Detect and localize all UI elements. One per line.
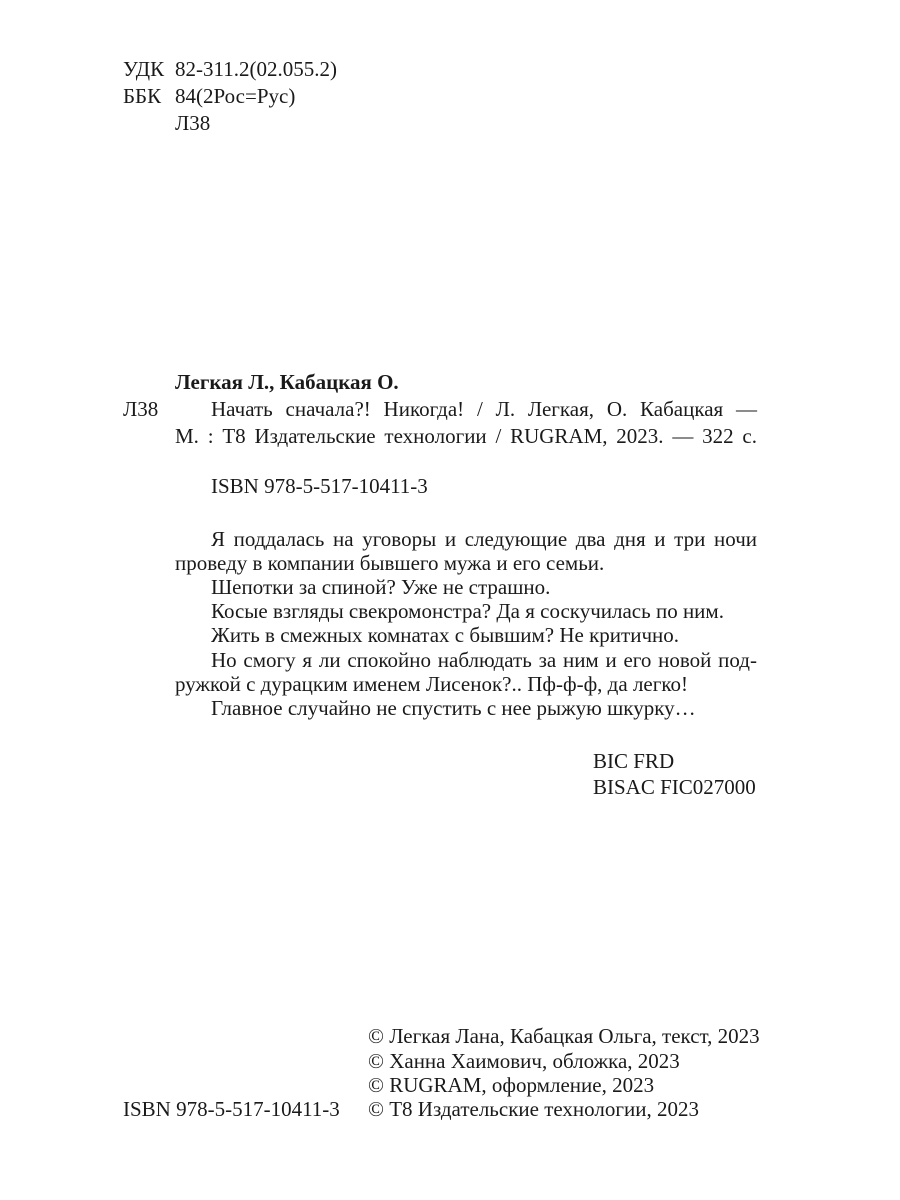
catalog-publication-line: М. : Т8 Издательские технологии / RUGRAM, 2023. — 322 с. (175, 424, 757, 448)
annotation-p2: Шепотки за спиной? Уже не страшно. (211, 575, 551, 599)
annotation-p1-line2: проведу в компании бывшего мужа и его семьи. (175, 551, 605, 575)
bbk-value: 84(2Рос=Рус) (175, 84, 296, 108)
copyright-isbn: ISBN 978-5-517-10411-3 (123, 1097, 340, 1121)
annotation-p4: Жить в смежных комнатах с бывшим? Не критично. (211, 623, 679, 647)
bisac-code: BISAC FIC027000 (593, 775, 756, 799)
bic-code: BIC FRD (593, 749, 675, 773)
catalog-heading: Легкая Л., Кабацкая О. (175, 370, 399, 394)
annotation-p1-line1: Я поддалась на уговоры и следующие два дня и три ночи (211, 527, 757, 551)
annotation-p5-line1: Но смогу я ли спокойно наблюдать за ним и его новой под- (211, 648, 757, 672)
author-mark: Л38 (175, 111, 211, 135)
annotation-p5-line2: ружкой с дурацким именем Лисенок?.. Пф-ф-ф, да легко! (175, 672, 688, 696)
bbk-label: ББК (123, 84, 162, 108)
catalog-title-line: Начать сначала?! Никогда! / Л. Легкая, О. Кабацкая — (211, 397, 757, 421)
catalog-isbn: ISBN 978-5-517-10411-3 (211, 474, 428, 498)
copyright-line-3: © RUGRAM, оформление, 2023 (368, 1073, 655, 1097)
udk-label: УДК (123, 57, 165, 81)
annotation-p3: Косые взгляды свекромонстра? Да я соскучилась по ним. (211, 599, 724, 623)
udk-value: 82-311.2(02.055.2) (175, 57, 337, 81)
copyright-line-4: © Т8 Издательские технологии, 2023 (368, 1097, 699, 1121)
annotation-p6: Главное случайно не спустить с нее рыжую шкурку… (211, 696, 696, 720)
copyright-line-1: © Легкая Лана, Кабацкая Ольга, текст, 2023 (368, 1024, 760, 1048)
copyright-line-2: © Ханна Хаимович, обложка, 2023 (368, 1049, 680, 1073)
catalog-mark: Л38 (123, 397, 159, 421)
